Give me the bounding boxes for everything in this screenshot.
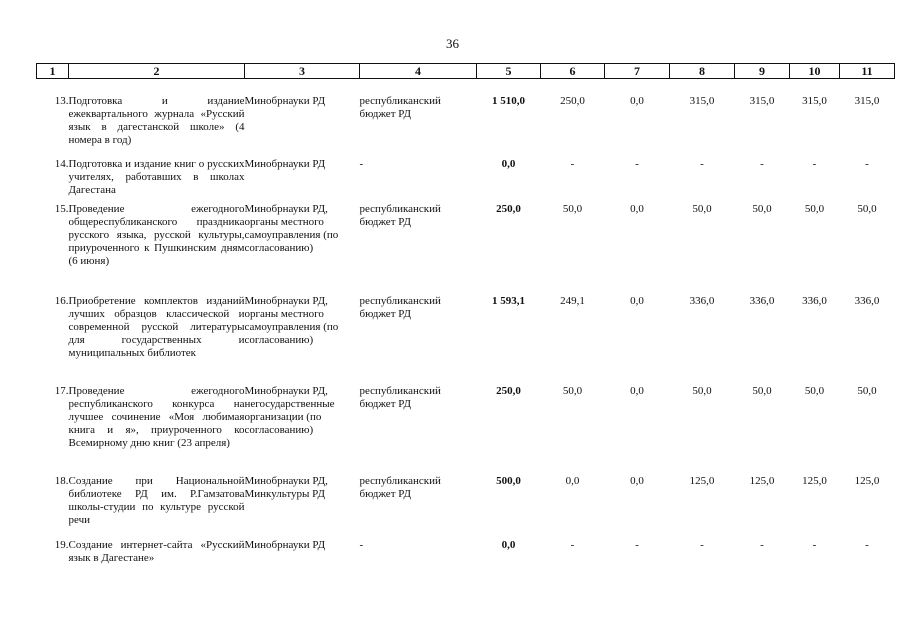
executor: Минобрнауки РД, Минкультуры РД (244, 474, 328, 500)
total-amount: 0,0 (501, 538, 516, 551)
row-number: 17. (54, 384, 69, 397)
year-amount-6: 125,0 (854, 474, 880, 487)
row-number: 15. (54, 202, 69, 215)
year-amount-2: 0,0 (630, 384, 644, 397)
page-number: 36 (446, 36, 459, 51)
funding-source: республиканский бюджет РД (359, 474, 441, 500)
row-number: 16. (54, 294, 69, 307)
executor: Минобрнауки РД, органы местного самоуправления (по согласованию) (244, 294, 339, 346)
year-amount-2: 0,0 (630, 294, 644, 307)
year-amount-4: 336,0 (749, 294, 775, 307)
year-amount-6: - (865, 538, 869, 551)
total-amount: 250,0 (496, 202, 521, 215)
year-amount-5: 50,0 (804, 202, 825, 215)
year-amount-3: 50,0 (692, 384, 712, 397)
year-amount-3: 125,0 (689, 474, 715, 487)
table-row (37, 535, 895, 575)
year-amount-5: 50,0 (804, 384, 825, 397)
total-amount: 250,0 (496, 384, 521, 397)
funding-source: республиканский бюджет РД (359, 384, 441, 410)
executor: Минобрнауки РД, органы местного самоуправления (по согласованию) (244, 202, 339, 254)
year-amount-6: 50,0 (857, 384, 877, 397)
col-header-1: 1 (37, 64, 69, 79)
year-amount-1: 50,0 (562, 202, 583, 215)
col-header-7: 7 (605, 64, 670, 79)
activity-name: Проведение ежегодного общереспубликанского праздника русского языка, русской культуры, приуроченного к Пушкинским дням (6 июня) (68, 202, 245, 267)
executor: Минобрнауки РД (244, 95, 326, 107)
funding-source: республиканский бюджет РД (359, 95, 441, 120)
table-row (37, 471, 895, 535)
col-header-10: 10 (790, 64, 840, 79)
col-header-2: 2 (69, 64, 245, 79)
total-amount: 1 593,1 (492, 294, 525, 307)
year-amount-4: 315,0 (749, 95, 775, 107)
table-row (37, 199, 895, 291)
year-amount-5: 125,0 (802, 474, 827, 487)
table-row (37, 381, 895, 471)
year-amount-5: - (812, 538, 817, 551)
activity-name: Создание интернет-сайта «Русский язык в Дагестане» (68, 538, 245, 564)
funding-source: республиканский бюджет РД (359, 294, 441, 320)
col-header-11: 11 (840, 64, 895, 79)
year-amount-2: - (635, 157, 639, 170)
row-number: 14. (54, 157, 69, 170)
year-amount-1: - (570, 157, 575, 170)
year-amount-3: - (700, 157, 704, 170)
funding-source: - (359, 157, 364, 170)
activity-name: Подготовка и издание книг о русских учителях, работавших в школах Дагестана (68, 157, 245, 196)
year-amount-2: - (635, 538, 639, 551)
table-row (37, 291, 895, 381)
col-header-6: 6 (541, 64, 605, 79)
year-amount-1: 249,1 (560, 294, 585, 307)
col-header-8: 8 (670, 64, 735, 79)
year-amount-4: 125,0 (749, 474, 775, 487)
total-amount: 500,0 (496, 474, 521, 487)
year-amount-5: - (812, 157, 817, 170)
funding-source: - (359, 538, 364, 551)
activity-name: Проведение ежегодного республиканского конкурса на лучшее сочинение «Моя любимая книга и я», приуроченного ко Всемирному дню книг (23 апреля) (68, 384, 245, 449)
header-row (37, 64, 895, 79)
table-row (37, 154, 895, 199)
year-amount-6: 50,0 (857, 202, 877, 215)
year-amount-1: - (570, 538, 575, 551)
col-header-4: 4 (360, 64, 477, 79)
year-amount-5: 315,0 (802, 95, 827, 107)
year-amount-6: 315,0 (854, 95, 880, 107)
year-amount-3: 50,0 (692, 202, 712, 215)
year-amount-2: 0,0 (630, 474, 644, 487)
program-activities-table (36, 63, 895, 575)
year-amount-5: 336,0 (802, 294, 827, 307)
year-amount-1: 0,0 (565, 474, 580, 487)
table-row (37, 79, 895, 154)
year-amount-4: 50,0 (752, 384, 772, 397)
row-number: 13. (54, 95, 69, 107)
year-amount-4: 50,0 (752, 202, 772, 215)
col-header-9: 9 (735, 64, 790, 79)
funding-source: республиканский бюджет РД (359, 202, 441, 228)
year-amount-1: 50,0 (562, 384, 583, 397)
col-header-3: 3 (245, 64, 360, 79)
year-amount-3: 315,0 (689, 95, 715, 107)
row-number: 18. (54, 474, 69, 487)
year-amount-4: - (760, 157, 764, 170)
year-amount-4: - (760, 538, 764, 551)
year-amount-6: 336,0 (854, 294, 880, 307)
activity-name: Создание при Национальной библиотеке РД им. Р.Гамзатова школы-студии по культуре русской речи (68, 474, 245, 526)
year-amount-2: 0,0 (630, 95, 644, 107)
activity-name: Подготовка и издание ежеквартального журнала «Русский язык в дагестанской школе» (4 номера в год) (68, 95, 245, 146)
executor: Минобрнауки РД (244, 538, 326, 551)
year-amount-3: - (700, 538, 704, 551)
col-header-5: 5 (477, 64, 541, 79)
executor: Минобрнауки РД, негосударственные организации (по согласованию) (244, 384, 335, 436)
year-amount-3: 336,0 (689, 294, 715, 307)
executor: Минобрнауки РД (244, 157, 326, 170)
year-amount-6: - (865, 157, 869, 170)
total-amount: 0,0 (501, 157, 516, 170)
total-amount: 1 510,0 (492, 95, 525, 107)
activity-name: Приобретение комплектов изданий лучших образцов классической и современной русской литературы для государственных и муниципальных библиотек (68, 294, 245, 359)
year-amount-2: 0,0 (630, 202, 644, 215)
year-amount-1: 250,0 (560, 95, 585, 107)
row-number: 19. (54, 538, 69, 551)
